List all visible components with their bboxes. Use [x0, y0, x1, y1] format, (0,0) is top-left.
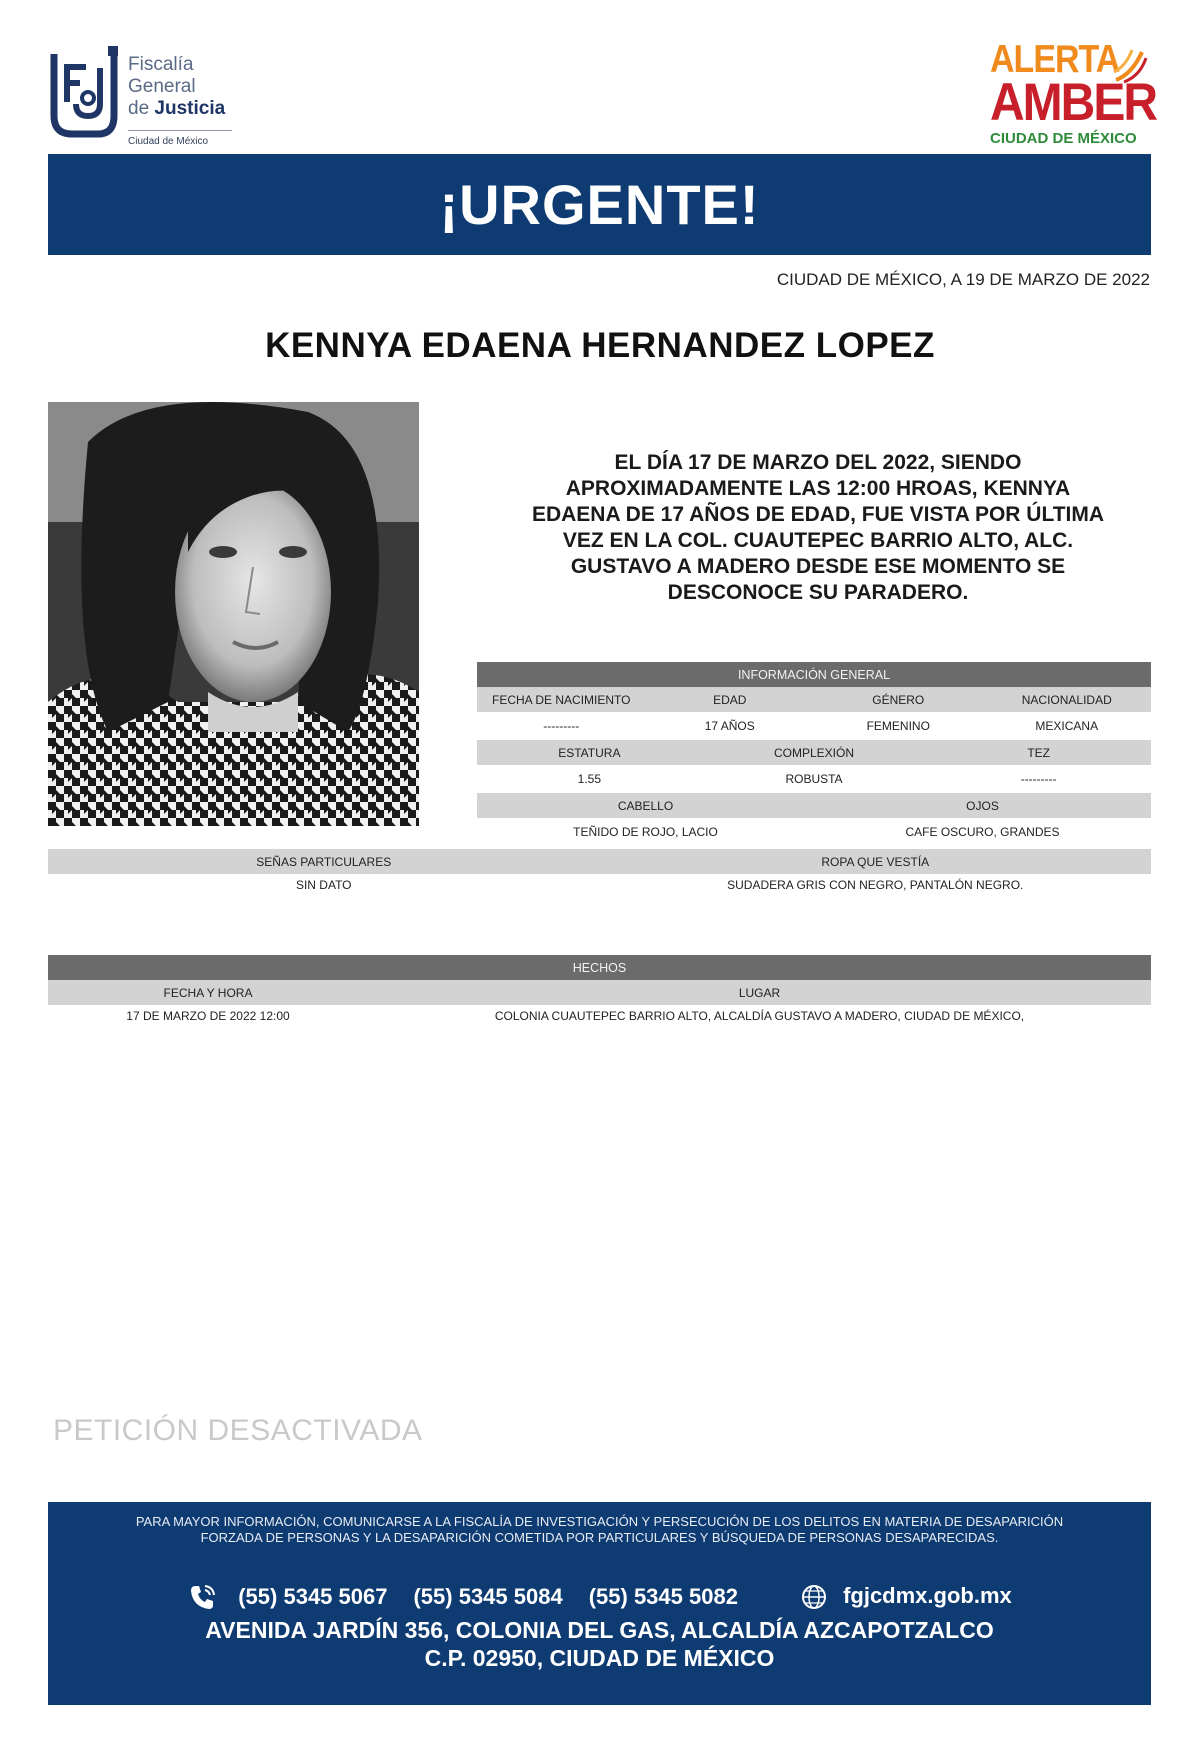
globe-icon: [799, 1582, 829, 1612]
info-row1-values: [477, 712, 1151, 740]
amber-logo-line2: AMBER: [990, 73, 1156, 132]
label-particular-signs: SEÑAS PARTICULARES: [256, 854, 392, 869]
label-hair: CABELLO: [617, 798, 674, 813]
amber-alert-logo: [990, 37, 1156, 150]
footer-info-text: PARA MAYOR INFORMACIÓN, COMUNICARSE A LA FISCALÍA DE INVESTIGACIÓN Y PERSECUCIÓN DE LOS DELITOS EN MATERIA DE DESAPARICIÓN FORZADA DE PERSONAS Y LA DESAPARICIÓN COMETIDA POR PARTICULARES Y BÚSQUEDA DE PERSONAS DESAPARECIDAS.: [135, 1514, 1064, 1545]
amber-logo-line3: CIUDAD DE MÉXICO: [990, 130, 1137, 147]
info-row1-labels: [477, 687, 1151, 712]
value-height: 1.55: [577, 772, 602, 786]
value-build: ROBUSTA: [785, 772, 843, 786]
value-birth-date: ---------: [543, 719, 580, 733]
facts-table: [48, 955, 1151, 1027]
label-date-time: FECHA Y HORA: [163, 985, 253, 1000]
value-gender: FEMENINO: [866, 719, 930, 733]
general-info-title: INFORMACIÓN GENERAL: [477, 662, 1151, 687]
value-clothing: SUDADERA GRIS CON NEGRO, PANTALÓN NEGRO.: [727, 878, 1024, 892]
value-hair: TEÑIDO DE ROJO, LACIO: [573, 825, 718, 839]
amber-swoosh-icon: [1112, 44, 1148, 84]
label-birth-date: FECHA DE NACIMIENTO: [492, 692, 631, 707]
facts-values: [48, 1005, 1151, 1027]
footer-address: AVENIDA JARDÍN 356, COLONIA DEL GAS, ALCALDÍA AZCAPOTZALCO C.P. 02950, CIUDAD DE MÉXICO: [205, 1617, 994, 1671]
fgj-logo-text: Fiscalía General de Justicia Ciudad de México: [128, 54, 232, 149]
value-age: 17 AÑOS: [704, 719, 755, 733]
person-photo: [48, 402, 419, 826]
person-name: KENNYA EDAENA HERNANDEZ LOPEZ: [265, 326, 935, 365]
label-place: LUGAR: [738, 985, 781, 1000]
label-gender: GÉNERO: [872, 692, 925, 707]
label-eyes: OJOS: [966, 798, 999, 813]
phone-number-3[interactable]: (55) 5345 5082: [588, 1584, 738, 1609]
label-height: ESTATURA: [558, 745, 621, 760]
info-row3-labels: [477, 793, 1151, 818]
general-info-table: [477, 662, 1151, 846]
value-nationality: MEXICANA: [1035, 719, 1099, 733]
info-row2-labels: [477, 740, 1151, 765]
label-complexion: TEZ: [1027, 745, 1051, 760]
website-link-wrapper[interactable]: [799, 1582, 1012, 1612]
narrative-text: EL DÍA 17 DE MARZO DEL 2022, SIENDO APROXIMADAMENTE LAS 12:00 HROAS, KENNYA EDAENA DE 17 AÑOS DE EDAD, FUE VISTA POR ÚLTIMA VEZ EN LA COL. CUAUTEPEC BARRIO ALTO, ALC. GUSTAVO A MADERO DESDE ESE MOMENTO SE DESCONOCE SU PARADERO.: [531, 451, 1105, 604]
info-row2-values: [477, 765, 1151, 793]
particulars-table: [48, 849, 1151, 896]
info-row3-values: [477, 818, 1151, 846]
value-particular-signs: SIN DATO: [295, 878, 352, 892]
label-nationality: NACIONALIDAD: [1021, 692, 1112, 707]
phone-number-1[interactable]: (55) 5345 5067: [238, 1584, 388, 1609]
value-complexion: ---------: [1020, 772, 1057, 786]
phone-number-2[interactable]: (55) 5345 5084: [413, 1584, 563, 1609]
amber-logo-line1: ALERTA: [990, 37, 1120, 82]
date-line: CIUDAD DE MÉXICO, A 19 DE MARZO DE 2022: [776, 270, 1150, 289]
facts-title: HECHOS: [48, 955, 1151, 980]
urgent-title: ¡URGENTE!: [439, 173, 760, 236]
value-date-time: 17 DE MARZO DE 2022 12:00: [126, 1009, 290, 1023]
petition-status: PETICIÓN DESACTIVADA: [53, 1414, 423, 1447]
label-age: EDAD: [713, 692, 747, 707]
footer-contact: [48, 1502, 1151, 1705]
particulars-values: [48, 874, 1151, 896]
particulars-labels: [48, 849, 1151, 874]
fgj-emblem-icon: [48, 46, 120, 142]
urgent-banner: [48, 154, 1151, 255]
facts-labels: [48, 980, 1151, 1005]
phone-icon: [187, 1582, 217, 1612]
website-link[interactable]: fgjcdmx.gob.mx: [843, 1582, 1012, 1608]
value-eyes: CAFE OSCURO, GRANDES: [905, 825, 1060, 839]
label-build: COMPLEXIÓN: [774, 745, 855, 760]
value-place: COLONIA CUAUTEPEC BARRIO ALTO, ALCALDÍA GUSTAVO A MADERO, CIUDAD DE MÉXICO,: [494, 1009, 1025, 1023]
label-clothing: ROPA QUE VESTÍA: [821, 854, 930, 869]
fgj-logo: [48, 46, 238, 146]
footer-contact-row: [48, 1582, 1151, 1612]
